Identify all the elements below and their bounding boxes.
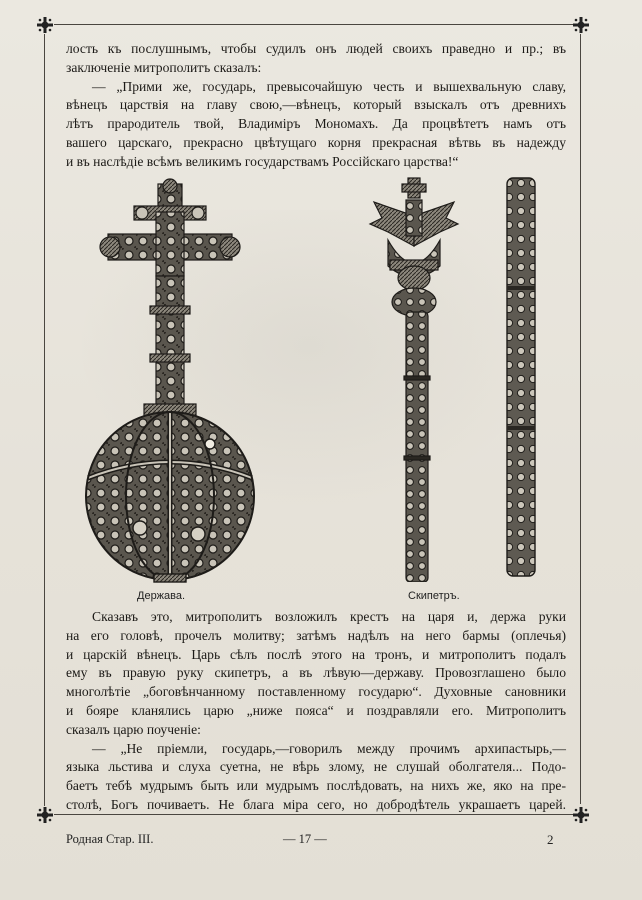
text-line: и бояре кланялись царю „ниже пояса“ и поздравляли его. Митрополитъ [66, 702, 566, 718]
corner-ornament-icon [37, 17, 53, 33]
scepter-detail-illustration [503, 176, 543, 578]
text-line: на его головѣ, прочелъ молитву; затѣмъ надѣлъ на него бармы (оплечья) [66, 627, 566, 643]
text-line: — „Прими же, государь, превысочайшую честь и вышехвальную славу, [92, 78, 566, 94]
corner-ornament-icon [573, 17, 589, 33]
text-line: языка льстива и слуха суетна, не вѣрь злому, не слушай оболгателя... Подо- [66, 759, 566, 775]
sheet-number: 2 [547, 832, 554, 847]
text-line: сказалъ царю поученіе: [66, 721, 201, 737]
scepter-illustration [368, 176, 460, 582]
text-line: и въ наслѣдіе всѣмъ великимъ государствамъ Россійскаго царства!“ [66, 153, 459, 169]
text-line: вашего царскаго, прекрасно цвѣтущаго корня прекрасная вѣтвь въ надежду [66, 134, 566, 150]
text-line: и царскій вѣнецъ. Царь сѣлъ послѣ этого на тронъ, и митрополитъ подалъ [66, 646, 566, 662]
orb-illustration [80, 178, 260, 584]
orb-caption: Держава. [137, 590, 186, 602]
corner-ornament-icon [573, 807, 589, 823]
scepter-caption: Скипетръ. [408, 590, 460, 602]
text-line: лость къ послушнымъ, чтобы судилъ онъ людей своихъ праведно и пр.; въ [66, 41, 566, 56]
frame-right-rule [580, 34, 581, 804]
text-line: ему въ правую руку скипетръ, а въ лѣвую—державу. Провозглашено было [66, 665, 566, 681]
frame-top-rule [54, 24, 580, 25]
text-line: вѣнецъ царствія на главу свою,—вѣнецъ, который взыскалъ отъ древнихъ [66, 97, 566, 113]
text-line: Сказавъ это, митрополитъ возложилъ крестъ на царя и, держа руки [92, 609, 566, 624]
frame-left-rule [44, 34, 45, 806]
text-line: столѣ, Богъ почиваетъ. Не блага міра сего, но добродѣтель украшаетъ царей. [66, 796, 566, 812]
corner-ornament-icon [37, 807, 53, 823]
footer-signature: Родная Стар. III. [66, 832, 154, 846]
page-number: — 17 — [283, 832, 327, 846]
text-line: — „Не пріемли, государь,—говорилъ между прочимъ архипастырь,— [92, 740, 566, 756]
paragraph-bottom [66, 608, 566, 815]
text-line: многолѣтіе „боговѣнчанному поставленному государю“. Духовные сановники [66, 684, 566, 700]
text-line: заключеніе митрополитъ сказалъ: [66, 59, 262, 75]
text-line: лѣтъ прародитель твой, Владиміръ Мономахъ. Да процвѣтетъ намъ отъ [66, 116, 566, 132]
text-line: баетъ тебѣ мудрымъ быть или мудрымъ послѣдовать, на нихъ же, яко на пре- [66, 778, 566, 794]
paragraph-top [66, 40, 566, 172]
